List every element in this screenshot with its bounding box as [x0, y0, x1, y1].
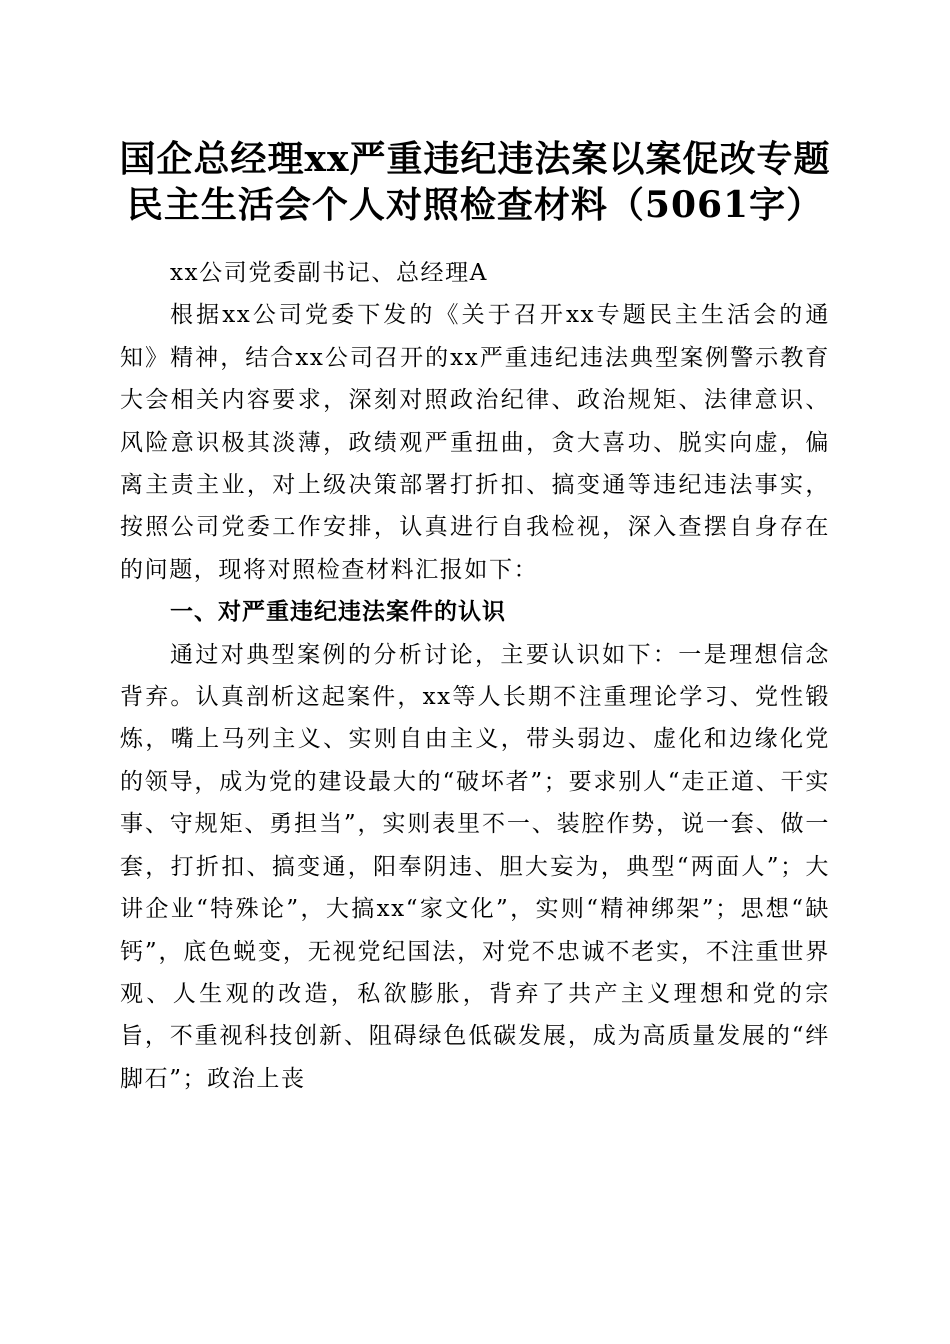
author-line: xx公司党委副书记、总经理A: [170, 260, 488, 286]
section-1-paragraph: 通过对典型案例的分析讨论，主要认识如下：一是理想信念背弃。认真剖析这起案件，xx等人长期不注重理论学习、党性锻炼，嘴上马列主义、实则自由主义，带头弱边、虚化和边缘化党的领导，成为党的建设最大的“破坏者”；要求别人“走正道、干实事、守规矩、勇担当”，实则表里不一、装腔作势，说一套、做一套，打折扣、搞变通，阳奉阴违、胆大妄为，典型“两面人”；大讲企业“特殊论”，大搞xx“家文化”，实则“精神绑架”；思想“缺钙”，底色蜕变，无视党纪国法，对党不忠诚不老实，不注重世界观、人生观的改造，私欲膨胀，背弃了共产主义理想和党的宗旨，不重视科技创新、阻碍绿色低碳发展，成为高质量发展的“绊脚石”；政治上丧: [120, 641, 830, 1092]
section-heading-1: 一、对严重违纪违法案件的认识: [170, 599, 506, 626]
title-line-2: 民主生活会个人对照检查材料（5061字）: [126, 184, 824, 226]
title-line-1: 国企总经理xx严重违纪违法案以案促改专题: [119, 138, 831, 180]
document-title: [60, 136, 890, 228]
document-body: [120, 252, 830, 1100]
intro-paragraph: 根据xx公司党委下发的《关于召开xx专题民主生活会的通知》精神，结合xx公司召开的xx严重违纪违法典型案例警示教育大会相关内容要求，深刻对照政治纪律、政治规矩、法律意识、风险意识极其淡薄，政绩观严重扭曲，贪大喜功、脱实向虚，偏离主责主业，对上级决策部署打折扣、搞变通等违纪违法事实，按照公司党委工作安排，认真进行自我检视，深入查摆自身存在的问题，现将对照检查材料汇报如下：: [120, 302, 830, 583]
